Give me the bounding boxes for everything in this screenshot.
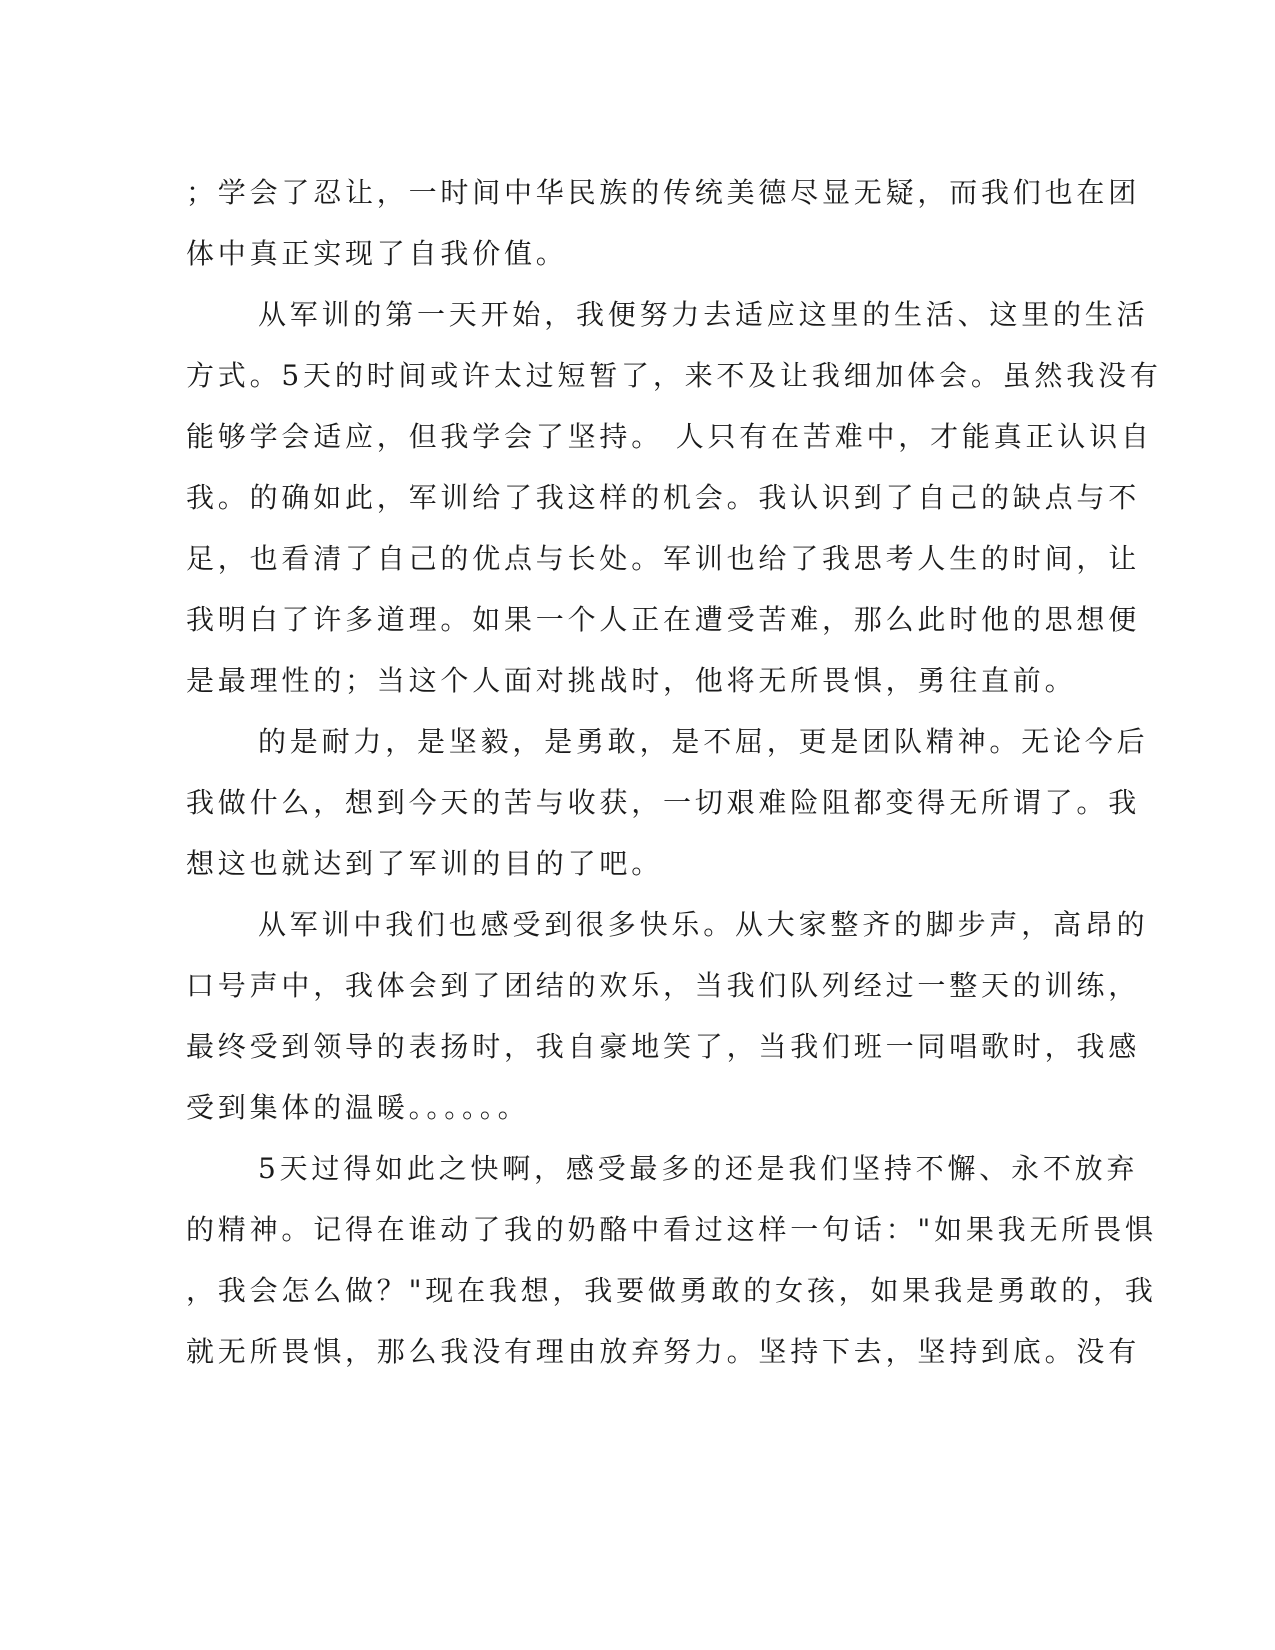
text-line: 从军训中我们也感受到很多快乐。从大家整齐的脚步声，高昂的 bbox=[258, 908, 1149, 941]
text-line: ，我会怎么做？"现在我想，我要做勇敢的女孩，如果我是勇敢的，我 bbox=[186, 1274, 1157, 1307]
text-line: 足，也看清了自己的优点与长处。军训也给了我思考人生的时间，让 bbox=[186, 542, 1141, 575]
text-line: 受到集体的温暖。。。。。。 bbox=[186, 1091, 530, 1124]
text-line: 的是耐力，是坚毅，是勇敢，是不屈，更是团队精神。无论今后 bbox=[258, 725, 1149, 758]
text-line: 我。的确如此，军训给了我这样的机会。我认识到了自己的缺点与不 bbox=[186, 481, 1141, 514]
text-line: 从军训的第一天开始，我便努力去适应这里的生活、这里的生活 bbox=[258, 298, 1149, 331]
text-line: 最终受到领导的表扬时，我自豪地笑了，当我们班一同唱歌时，我感 bbox=[186, 1030, 1141, 1063]
text-line: 5天过得如此之快啊，感受最多的还是我们坚持不懈、永不放弃 bbox=[258, 1152, 1139, 1185]
text-line: 口号声中，我体会到了团结的欢乐，当我们队列经过一整天的训练， bbox=[186, 969, 1141, 1002]
text-line: 方式。5天的时间或许太过短暂了，来不及让我细加体会。虽然我没有 bbox=[186, 359, 1162, 392]
text-line: ；学会了忍让，一时间中华民族的传统美德尽显无疑，而我们也在团 bbox=[186, 176, 1141, 209]
text-line: 是最理性的；当这个人面对挑战时，他将无所畏惧，勇往直前。 bbox=[186, 664, 1077, 697]
text-line: 想这也就达到了军训的目的了吧。 bbox=[186, 847, 664, 880]
text-line: 体中真正实现了自我价值。 bbox=[186, 237, 568, 270]
document-body bbox=[186, 162, 1162, 1382]
text-line: 我做什么，想到今天的苦与收获，一切艰难险阻都变得无所谓了。我 bbox=[186, 786, 1141, 819]
text-line: 的精神。记得在谁动了我的奶酪中看过这样一句话："如果我无所畏惧 bbox=[186, 1213, 1157, 1246]
text-line: 就无所畏惧，那么我没有理由放弃努力。坚持下去，坚持到底。没有 bbox=[186, 1335, 1141, 1368]
text-line: 我明白了许多道理。如果一个人正在遭受苦难，那么此时他的思想便 bbox=[186, 603, 1141, 636]
text-line: 能够学会适应，但我学会了坚持。 人只有在苦难中，才能真正认识自 bbox=[186, 420, 1153, 453]
